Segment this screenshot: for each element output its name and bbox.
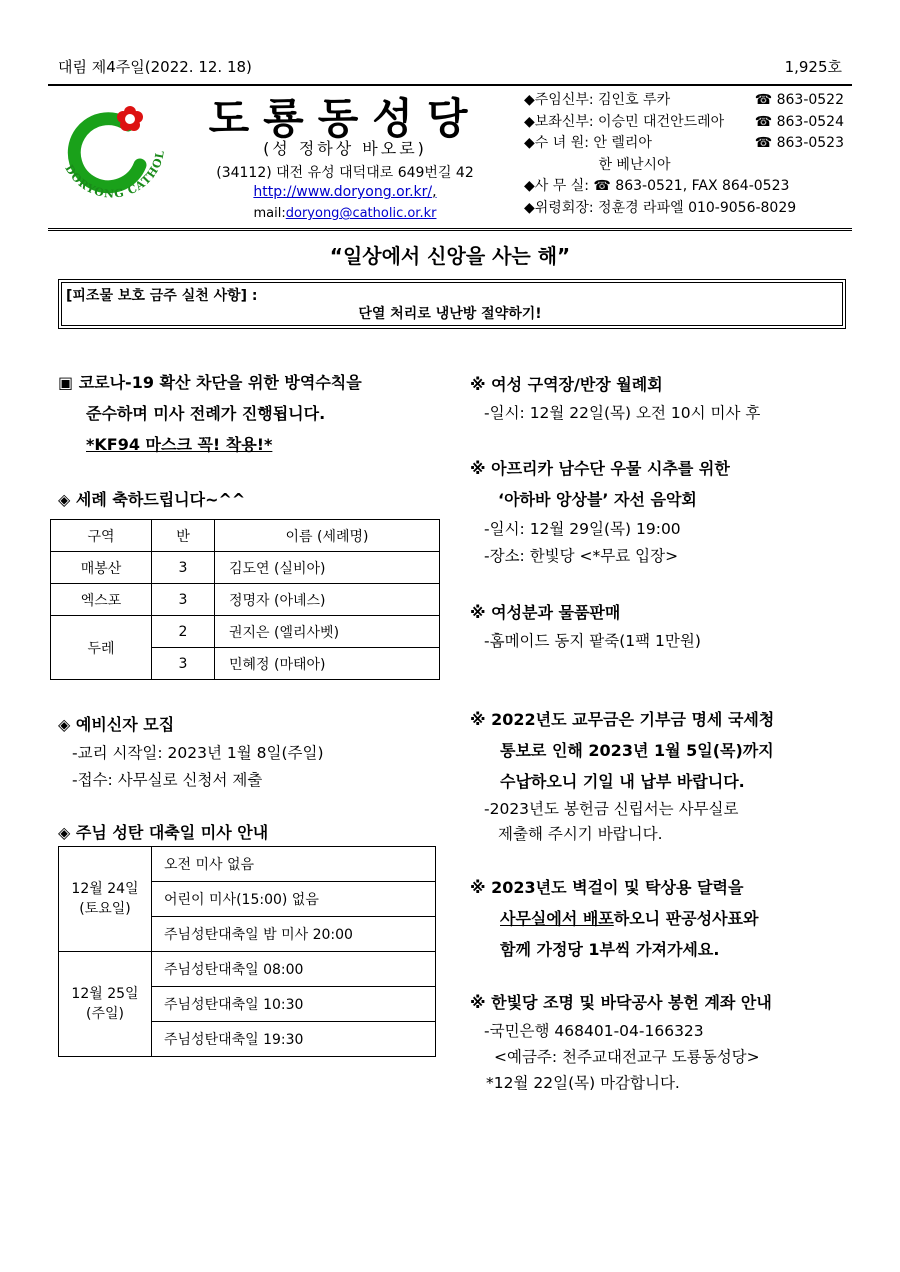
dues-line5: 제출해 주시기 바랍니다. bbox=[498, 825, 663, 843]
church-logo bbox=[54, 95, 174, 215]
covid-mask: *KF94 마스크 꼭! 착용!* bbox=[86, 435, 273, 454]
baptism-table bbox=[50, 519, 440, 680]
account-holder: <예금주: 천주교대전교구 도룡동성당> bbox=[494, 1048, 760, 1066]
catechumen-apply: -접수: 사무실로 신청서 제출 bbox=[72, 771, 263, 789]
dues-line2: 통보로 인해 2023년 1월 5일(목)까지 bbox=[500, 741, 774, 760]
table-row: 12월 25일 (주일) 주님성탄대축일 08:00 bbox=[59, 952, 436, 987]
catechumen-start: -교리 시작일: 2023년 1월 8일(주일) bbox=[72, 744, 324, 762]
covid-line1: ▣ 코로나-19 확산 차단을 위한 방역수칙을 bbox=[58, 373, 362, 392]
table-row: 주님성탄대축일 19:30 bbox=[59, 1022, 436, 1057]
calendar-line1: ※ 2023년도 벽걸이 및 탁상용 달력을 bbox=[470, 878, 744, 897]
women-meeting-title: ※ 여성 구역장/반장 월례회 bbox=[470, 375, 663, 394]
notice-text: 단열 처리로 냉난방 절약하기! bbox=[358, 306, 542, 322]
table-row: 어린이 미사(15:00) 없음 bbox=[59, 882, 436, 917]
women-meeting-time: -일시: 12월 22일(목) 오전 10시 미사 후 bbox=[484, 404, 761, 422]
calendar-line2: 사무실에서 배포하오니 판공성사표와 bbox=[500, 909, 759, 928]
concert-time: -일시: 12월 29일(목) 19:00 bbox=[484, 520, 681, 538]
header-divider bbox=[48, 228, 852, 231]
christmas-title: ◈ 주님 성탄 대축일 미사 안내 bbox=[58, 823, 269, 842]
account-number: -국민은행 468401-04-166323 bbox=[484, 1022, 704, 1040]
dues-line4: -2023년도 봉헌금 신립서는 사무실로 bbox=[484, 800, 739, 818]
sale-title: ※ 여성분과 물품판매 bbox=[470, 603, 621, 622]
table-row: 두레 2 권지은 (엘리사벳) bbox=[51, 616, 440, 648]
logo-icon bbox=[54, 95, 174, 215]
notice-title: [피조물 보호 금주 실천 사항] : bbox=[66, 288, 258, 304]
contact-pastor: ◆주임신부: 김인호 루카 ☎ 863-0522 bbox=[524, 92, 844, 108]
table-header: 구역 반 이름 (세례명) bbox=[51, 520, 440, 552]
contact-list bbox=[524, 90, 854, 219]
contact-memorial: ◆위령회장: 정훈경 라파엘 010-9056-8029 bbox=[524, 199, 797, 216]
catechumen-title: ◈ 예비신자 모집 bbox=[58, 715, 175, 734]
day2-date: 12월 25일 (주일) bbox=[59, 952, 152, 1057]
table-row: 12월 24일 (토요일) 오전 미사 없음 bbox=[59, 847, 436, 882]
concert-title2: ‘아하바 앙상블’ 자선 음악회 bbox=[498, 490, 697, 509]
issue-number: 1,925호 bbox=[784, 58, 842, 76]
table-row: 주님성탄대축일 밤 미사 20:00 bbox=[59, 917, 436, 952]
contact-office: ◆사 무 실: ☎ 863-0521, FAX 864-0523 bbox=[524, 178, 790, 194]
dues-line1: ※ 2022년도 교무금은 기부금 명세 국세청 bbox=[470, 710, 775, 729]
calendar-line3: 함께 가정당 1부씩 가져가세요. bbox=[500, 940, 720, 959]
email: mail:doryong@catholic.or.kr bbox=[253, 206, 437, 221]
dues-line3: 수납하오니 기일 내 납부 바랍니다. bbox=[500, 772, 745, 791]
covid-line2: 준수하며 미사 전례가 진행됩니다. bbox=[86, 404, 326, 423]
patron-saint: (성 정하상 바오로) bbox=[263, 139, 427, 158]
account-title: ※ 한빛당 조명 및 바닥공사 봉헌 계좌 안내 bbox=[470, 993, 772, 1012]
contact-assistant: ◆보좌신부: 이승민 대건안드레아 ☎ 863-0524 bbox=[524, 113, 844, 130]
concert-place: -장소: 한빛당 <*무료 입장> bbox=[484, 547, 679, 565]
day1-date: 12월 24일 (토요일) bbox=[59, 847, 152, 952]
table-row: 주님성탄대축일 10:30 bbox=[59, 987, 436, 1022]
church-name: 도룡동성당 bbox=[208, 94, 482, 143]
account-deadline: *12월 22일(목) 마감합니다. bbox=[486, 1074, 680, 1092]
contact-convent: ◆수 녀 원: 안 렐리아 ☎ 863-0523 bbox=[524, 135, 844, 151]
contact-convent-2: 한 베난시아 bbox=[524, 156, 671, 173]
table-row: 매봉산 3 김도연 (실비아) bbox=[51, 552, 440, 584]
christmas-mass-table bbox=[58, 846, 436, 1057]
church-address: (34112) 대전 유성 대덕대로 649번길 42 bbox=[216, 165, 474, 181]
logo-text: DORYONG CATHOL bbox=[62, 148, 168, 201]
concert-title1: ※ 아프리카 남수단 우물 시추를 위한 bbox=[470, 459, 730, 478]
bulletin-date: 대림 제4주일(2022. 12. 18) bbox=[58, 58, 252, 76]
table-row: 엑스포 3 정명자 (아녜스) bbox=[51, 584, 440, 616]
table-row: 3 민혜정 (마태아) bbox=[51, 648, 440, 680]
year-motto: “일상에서 신앙을 사는 해” bbox=[329, 244, 571, 268]
sale-item: -홈메이드 동지 팥죽(1팩 1만원) bbox=[484, 632, 701, 650]
email-link[interactable]: doryong@catholic.or.kr bbox=[285, 206, 437, 221]
website-link[interactable]: http://www.doryong.or.kr/, bbox=[253, 184, 437, 200]
baptism-title: ◈ 세례 축하드립니다~^^ bbox=[58, 490, 246, 509]
